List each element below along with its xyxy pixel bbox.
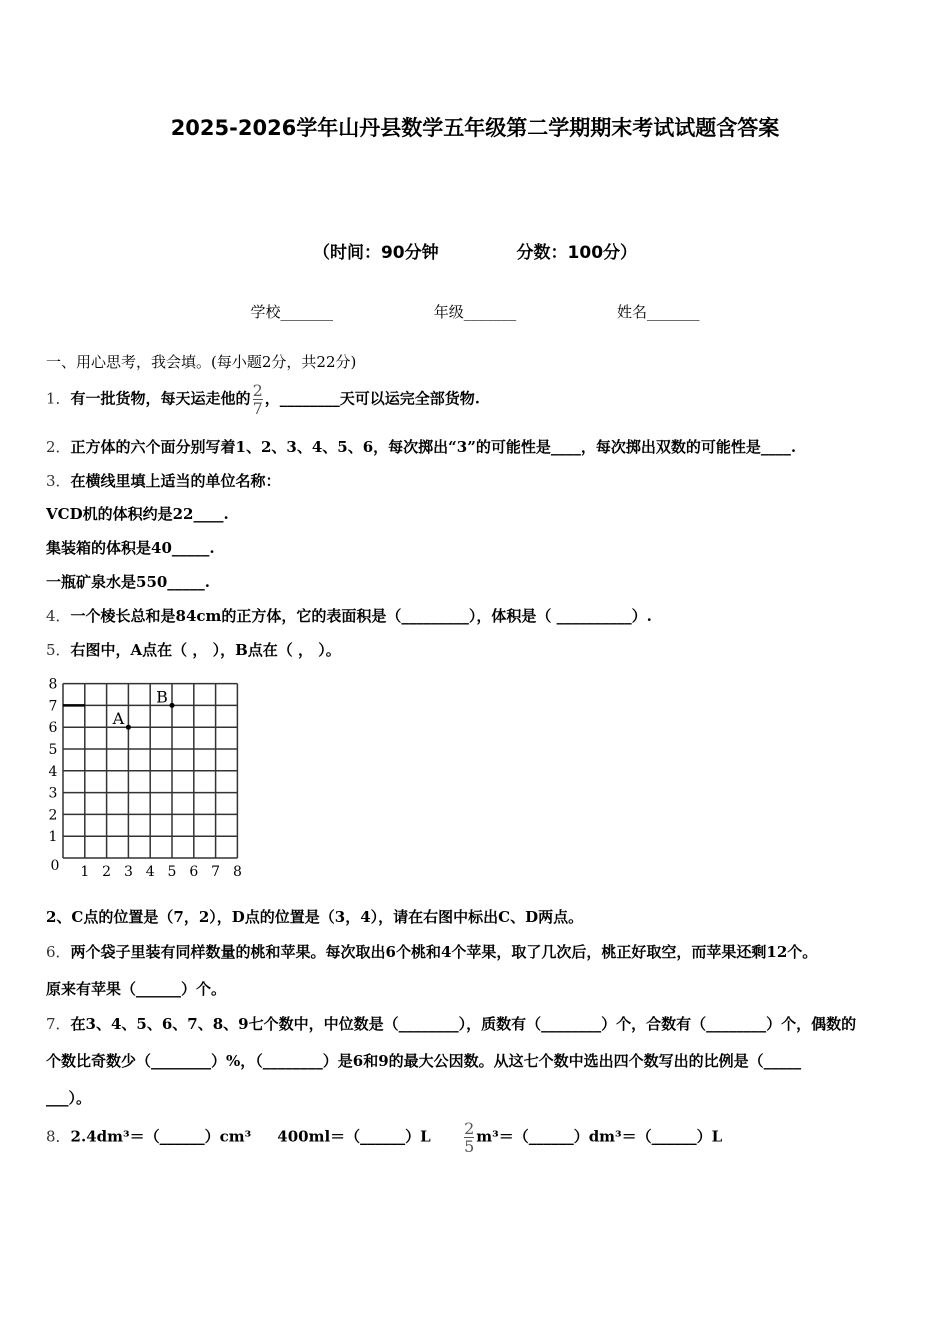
question-number: 7． (46, 1015, 71, 1033)
y-tick-label: 4 (48, 763, 58, 780)
exam-meta (0, 238, 950, 263)
question-5-part-2: 2、C点的位置是（7，2），D点的位置是（3，4），请在右图中标出C、D两点。 (46, 908, 584, 926)
question-text: 400ml＝（______）L (277, 1127, 431, 1146)
question-text: 在3、4、5、6、7、8、9七个数中，中位数是（________），质数有（________）个，合数有（________）个，偶数的 (70, 1015, 857, 1033)
question-text: 在横线里填上适当的单位名称： (70, 472, 281, 490)
question-number: 6． (46, 943, 71, 961)
name-field: 姓名_______ (617, 303, 700, 321)
question-7 (46, 1013, 856, 1034)
question-number: 5． (46, 641, 71, 659)
point-label: B (156, 687, 168, 707)
x-tick-label: 8 (232, 864, 242, 880)
question-4 (46, 605, 652, 626)
question-6 (46, 941, 817, 962)
question-text: 正方体的六个面分别写着1、2、3、4、5、6，每次掷出“3”的可能性是____，每次掷出双数的可能性是____. (70, 438, 797, 456)
y-tick-label: 1 (48, 829, 58, 846)
question-text: 一个棱长总和是84cm的正方体，它的表面积是（_________），体积是（ __________）. (70, 607, 652, 625)
grade-field: 年级_______ (433, 303, 517, 321)
fraction (464, 1120, 474, 1155)
coordinate-grid (44, 672, 254, 887)
question-3-item: 集装箱的体积是40_____. (46, 539, 215, 557)
y-tick-label: 5 (48, 742, 58, 758)
numerator: 2 (252, 381, 263, 400)
question-number: 3． (46, 472, 71, 490)
question-7-line-2: 个数比奇数少（________）%，（________）是6和9的最大公因数。从这七个数中选出四个数写出的比例是（_____ (46, 1052, 802, 1070)
x-tick-label: 7 (211, 864, 221, 880)
x-tick-label: 6 (189, 864, 199, 880)
numerator: 2 (464, 1119, 475, 1138)
question-text: m³＝（______）dm³＝（______）L (476, 1127, 723, 1146)
school-field: 学校_______ (250, 303, 333, 321)
question-7-line-3: ___）。 (46, 1089, 92, 1107)
y-tick-label: 6 (48, 720, 58, 737)
page-title: 2025-2026学年山丹县数学五年级第二学期期末考试试题含答案 (170, 116, 780, 140)
x-tick-label: 0 (50, 858, 60, 874)
x-tick-label: 1 (80, 864, 90, 880)
fraction (253, 382, 263, 417)
y-tick-label: 7 (48, 698, 58, 715)
point-label: A (112, 709, 125, 729)
x-tick-label: 4 (145, 864, 155, 880)
point-A (126, 725, 131, 730)
question-5 (46, 639, 341, 660)
question-6-line-2: 原来有苹果（______）个。 (46, 980, 227, 998)
question-number: 8． (46, 1127, 71, 1146)
question-text: 右图中，A点在（ ， ），B点在（ ， ）。 (70, 641, 341, 659)
score-label: 分数：100分） (516, 243, 638, 263)
question-number: 2． (46, 438, 71, 456)
question-number: 4． (46, 607, 71, 625)
time-label: （时间：90分钟 (312, 243, 439, 263)
question-3-item: VCD机的体积约是22____. (46, 505, 229, 523)
question-1 (46, 382, 480, 417)
question-3 (46, 470, 281, 491)
x-tick-label: 2 (102, 864, 112, 880)
question-text: 2.4dm³＝（______）cm³ (70, 1127, 252, 1146)
y-tick-label: 2 (48, 807, 58, 824)
question-number: 1． (46, 389, 71, 408)
point-B (170, 703, 175, 708)
question-3-item: 一瓶矿泉水是550_____. (46, 573, 211, 591)
x-tick-label: 3 (123, 864, 133, 880)
student-info (0, 301, 950, 322)
y-tick-label: 3 (48, 785, 58, 802)
question-text: 两个袋子里装有同样数量的桃和苹果。每次取出6个桃和4个苹果，取了几次后，桃正好取空，而苹果还剩12个。 (70, 943, 818, 961)
question-text: ，________天可以运完全部货物. (264, 389, 480, 408)
section-heading: 一、用心思考，我会填。(每小题2分，共22分) (46, 353, 357, 371)
y-tick-label: 8 (48, 676, 58, 693)
denominator: 7 (252, 399, 263, 418)
denominator: 5 (464, 1137, 475, 1156)
question-2 (46, 436, 796, 457)
question-8 (46, 1120, 722, 1155)
x-tick-label: 5 (167, 864, 177, 880)
question-text: 有一批货物，每天运走他的 (70, 389, 251, 408)
